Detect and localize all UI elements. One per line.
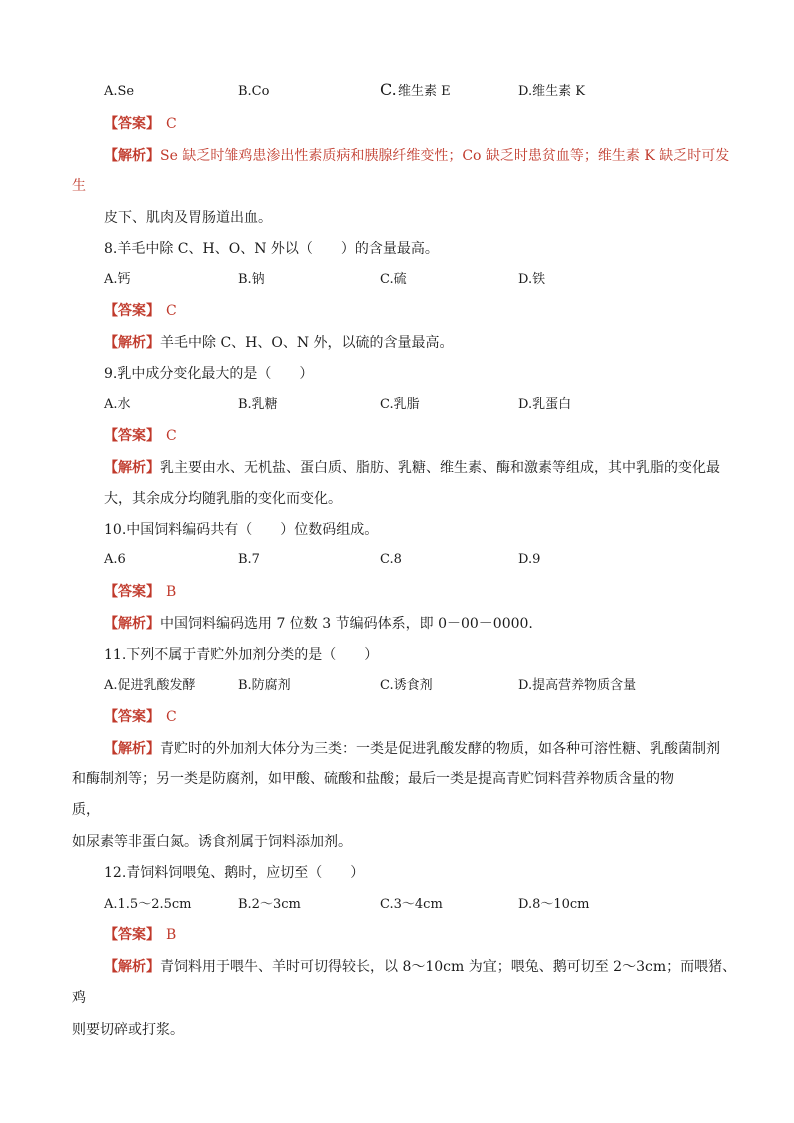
option-a: A.钙 [104,272,131,287]
explanation-text: 和酶制剂等；另一类是防腐剂，如甲酸、硫酸和盐酸；最后一类是提高青贮饲料营养物质含量的物 [72,771,674,787]
answer-tag: 【答案】 [104,303,160,319]
question-9: 9.乳中成分变化最大的是（ ） [104,366,314,382]
option-b: B.2～3cm [238,897,301,912]
explanation-text: 青饲料用于喂牛、羊时可切得较长，以 8～10cm 为宜；喂兔、鹅可切至 2～3cm；而喂猪、 [160,959,737,975]
option-d: D.铁 [518,272,546,287]
option-a: A.6 [104,552,126,567]
explanation-line [104,739,720,759]
question-8: 8.羊毛中除 C、H、O、N 外以（ ）的含量最高。 [104,241,439,257]
answer-tag: 【答案】 [104,428,160,444]
answer-line [104,301,177,321]
explanation-line [104,146,729,166]
explanation-line [104,458,720,478]
option-b: B.Co [238,84,270,99]
answer-line [104,114,177,134]
option-a: A.Se [104,84,135,99]
explanation-text: 皮下、肌肉及胃肠道出血。 [104,210,272,226]
question-10: 10.中国饲料编码共有（ ）位数码组成。 [104,522,379,538]
question-12: 12.青饲料饲喂兔、鹅时，应切至（ ） [104,865,365,881]
answer-line [104,925,176,945]
answer-value: C [166,116,177,132]
explanation-text: 则要切碎或打浆。 [72,1022,184,1038]
explanation-tag: 【解析】 [104,741,160,757]
answer-value: B [166,927,177,943]
option-b: B.乳糖 [238,397,278,412]
option-d: D.乳蛋白 [518,397,572,412]
explanation-text: 羊毛中除 C、H、O、N 外，以硫的含量最高。 [160,335,454,351]
explanation-tag: 【解析】 [104,148,160,164]
explanation-line [104,957,736,977]
explanation-text: 青贮时的外加剂大体分为三类：一类是促进乳酸发酵的物质，如各种可溶性糖、乳酸菌制剂 [160,741,720,757]
answer-tag: 【答案】 [104,709,160,725]
answer-tag: 【答案】 [104,116,160,132]
option-a: A.水 [104,397,131,412]
option-c-letter: C. [380,80,397,99]
option-b: B.7 [238,552,260,567]
explanation-text: 鸡 [72,990,86,1006]
explanation-text: 质， [72,802,100,818]
option-c: C.乳脂 [380,397,420,412]
answer-value: B [166,584,177,600]
explanation-text: 中国饲料编码选用 7 位数 3 节编码体系，即 0－00－0000. [160,616,533,632]
explanation-line [104,333,454,353]
option-a: A.促进乳酸发酵 [104,678,196,693]
option-d: D.维生素 K [518,84,585,99]
option-c: C.硫 [380,272,407,287]
explanation-tag: 【解析】 [104,616,160,632]
explanation-text: 大，其余成分均随乳脂的变化而变化。 [104,491,342,507]
answer-line [104,707,177,727]
option-d: D.提高营养物质含量 [518,678,637,693]
explanation-text: 如尿素等非蛋白氮。诱食剂属于饲料添加剂。 [72,834,352,850]
question-11: 11.下列不属于青贮外加剂分类的是（ ） [104,647,379,663]
option-b: B.钠 [238,272,265,287]
explanation-text: Se 缺乏时雏鸡患渗出性素质病和胰腺纤维变性；Co 缺乏时患贫血等；维生素 K 缺乏时可发 [160,148,730,164]
option-d: D.9 [518,552,541,567]
answer-tag: 【答案】 [104,927,160,943]
option-c: 维生素 E [398,84,451,99]
option-b: B.防腐剂 [238,678,291,693]
answer-line [104,582,176,602]
option-d: D.8～10cm [518,897,590,912]
option-a: A.1.5～2.5cm [104,897,192,912]
explanation-tag: 【解析】 [104,460,160,476]
answer-line [104,426,177,446]
option-c: C.诱食剂 [380,678,433,693]
answer-value: C [166,428,177,444]
answer-value: C [166,303,177,319]
explanation-text: 生 [72,178,86,194]
explanation-line [104,614,533,634]
option-c: C.3～4cm [380,897,443,912]
explanation-text: 乳主要由水、无机盐、蛋白质、脂肪、乳糖、维生素、酶和激素等组成，其中乳脂的变化最 [160,460,720,476]
option-c: C.8 [380,552,402,567]
answer-tag: 【答案】 [104,584,160,600]
answer-value: C [166,709,177,725]
explanation-tag: 【解析】 [104,335,160,351]
explanation-tag: 【解析】 [104,959,160,975]
